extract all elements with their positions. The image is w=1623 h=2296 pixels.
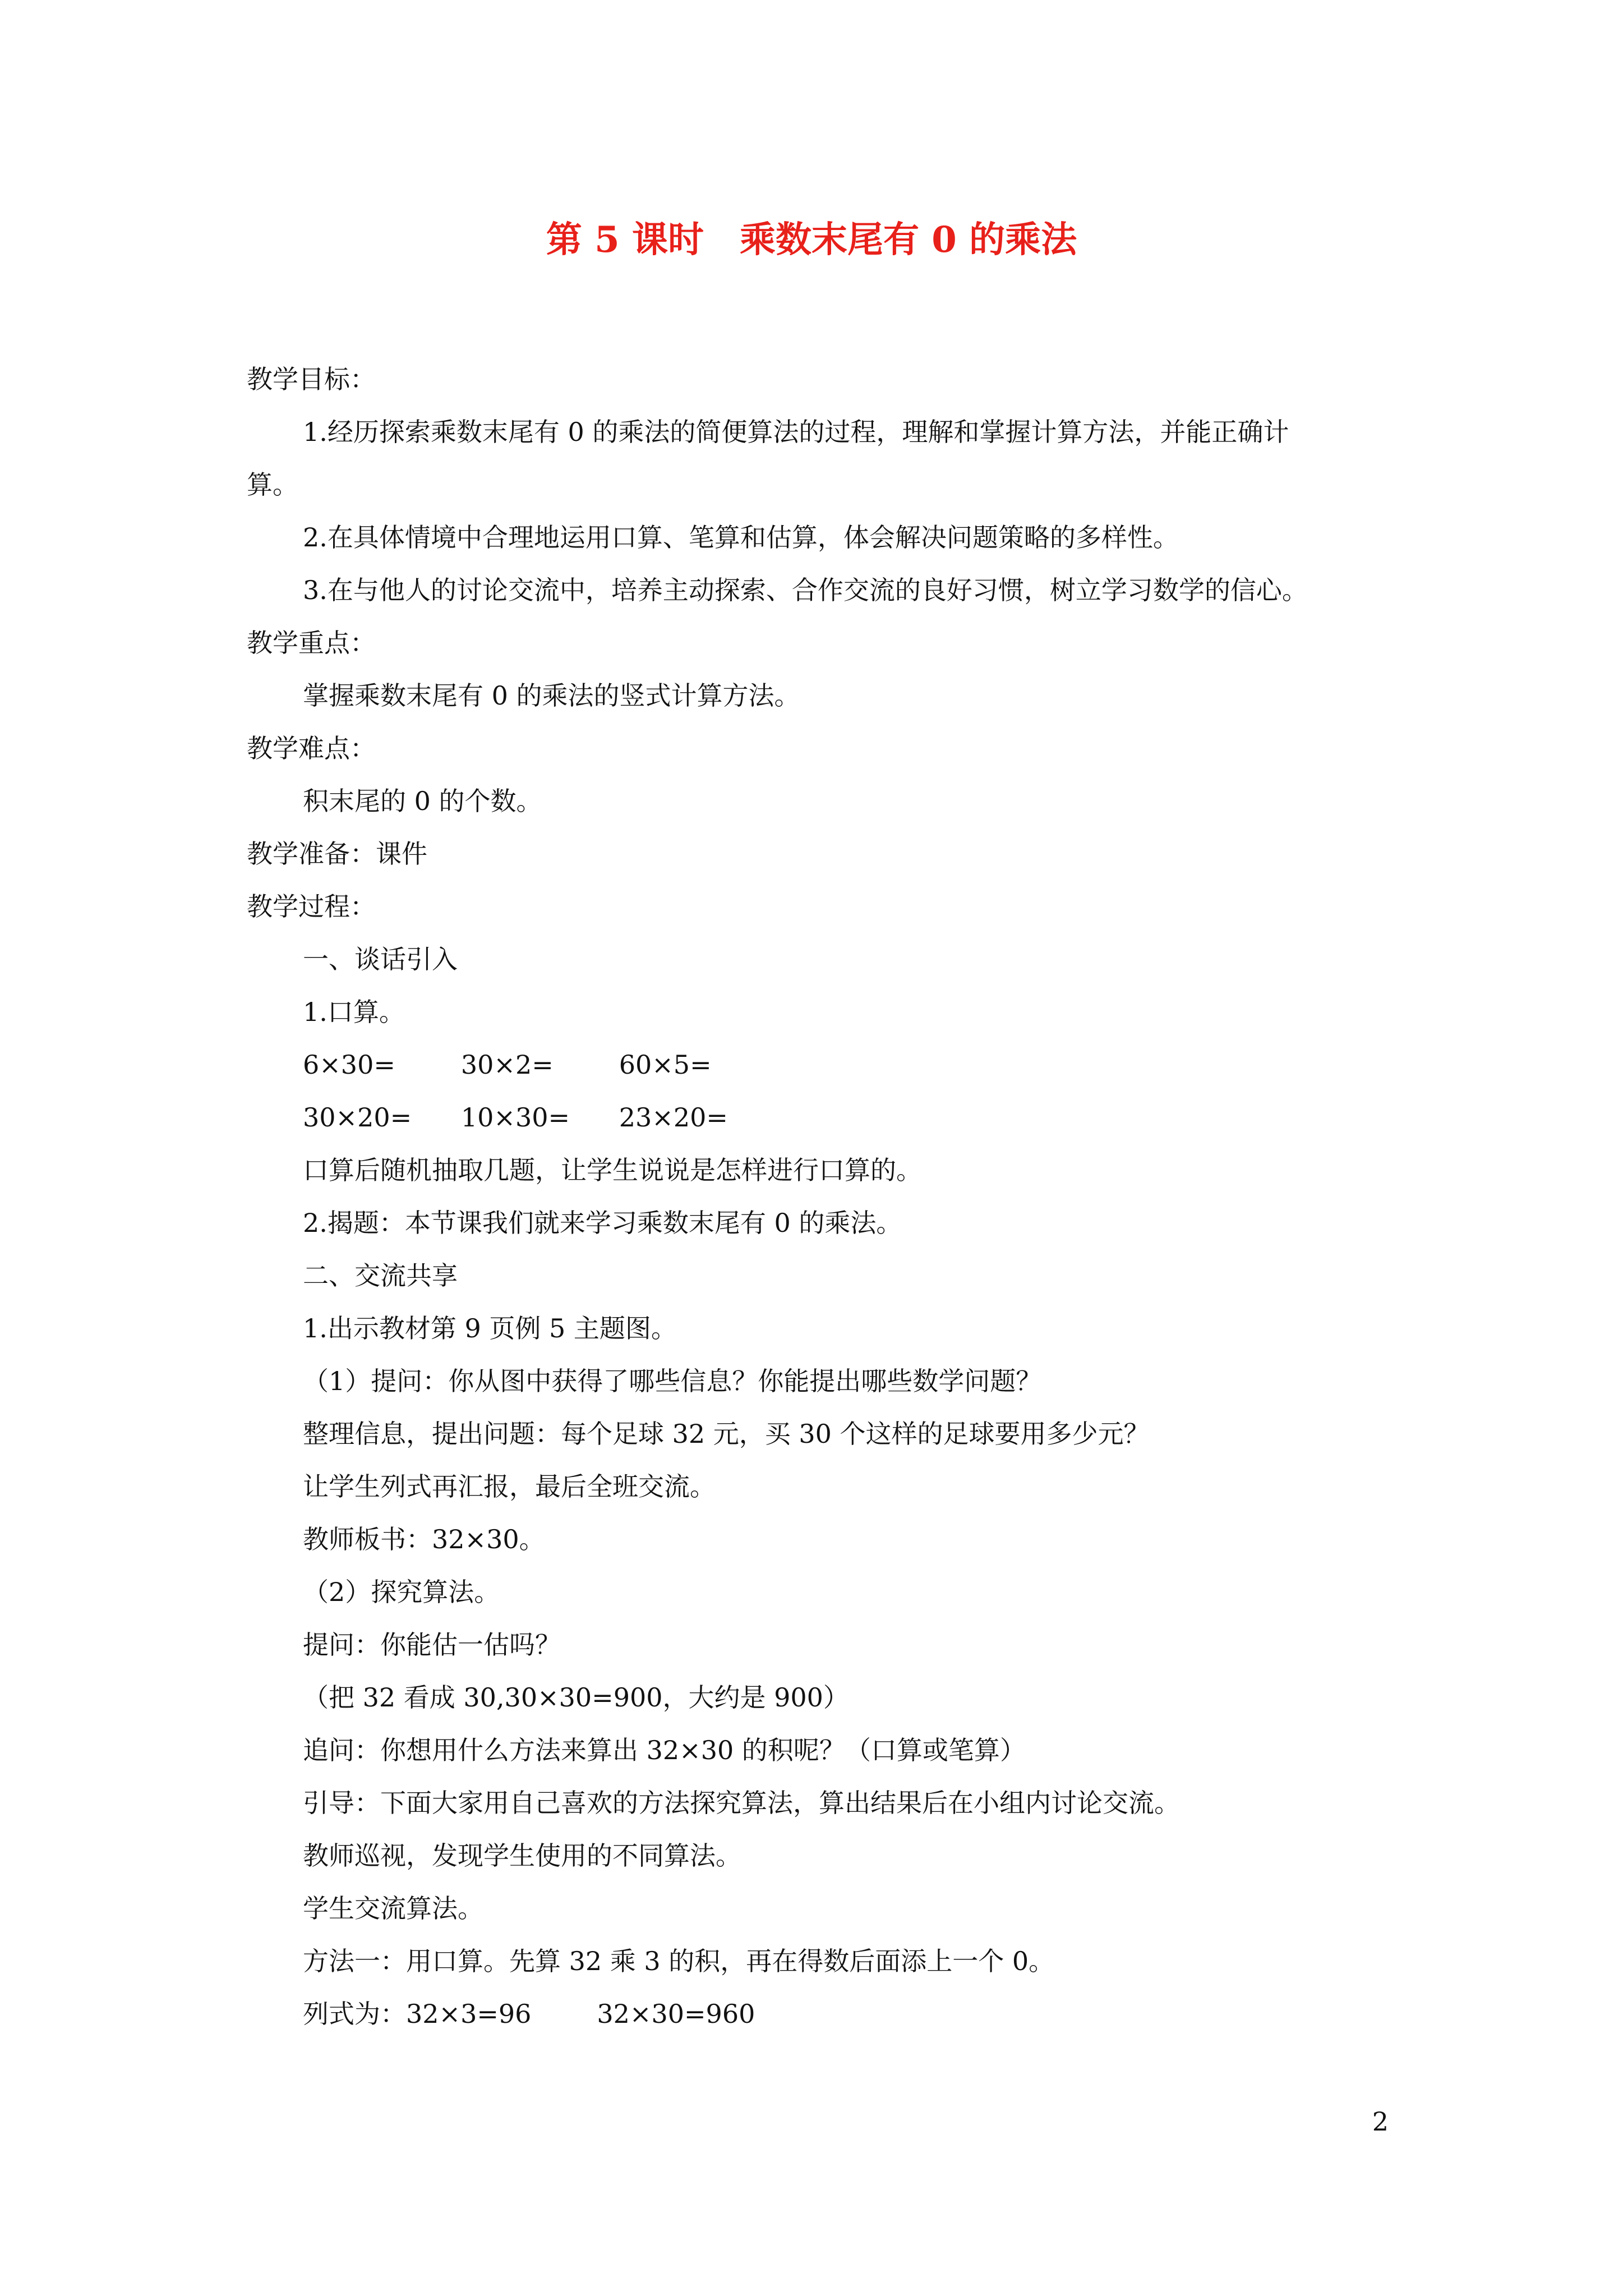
topic-reveal: 2.揭题：本节课我们就来学习乘数末尾有 0 的乘法。 [303,1208,902,1238]
followup-question-line: 追问：你想用什么方法来算出 32×30 的积呢？（口算或笔算） [303,1735,1026,1765]
teaching-preparation: 教学准备：课件 [247,839,427,869]
page-number: 2 [1372,2106,1389,2137]
guidance-line: 引导：下面大家用自己喜欢的方法探究算法，算出结果后在小组内讨论交流。 [303,1788,1180,1818]
objective-1-line-1: 1.经历探索乘数末尾有 0 的乘法的简便算法的过程，理解和掌握计算方法，并能正确计 [303,417,1289,447]
teacher-patrol-line: 教师巡视，发现学生使用的不同算法。 [303,1841,741,1871]
equation-line: 列式为：32×3=96 32×30=960 [303,1999,755,2029]
objective-1-line-2: 算。 [247,470,298,500]
objective-2: 2.在具体情境中合理地运用口算、笔算和估算，体会解决问题策略的多样性。 [303,522,1179,553]
student-exchange-line: 学生交流算法。 [303,1893,483,1924]
method-one-line: 方法一：用口算。先算 32 乘 3 的积，再在得数后面添上一个 0。 [303,1946,1055,1976]
board-writing-line: 教师板书：32×30。 [303,1524,545,1554]
show-example-line: 1.出示教材第 9 页例 5 主题图。 [303,1313,677,1343]
part-2-heading: 二、交流共享 [303,1260,458,1291]
question-line: （1）提问：你从图中获得了哪些信息？你能提出哪些数学问题？ [303,1366,1042,1396]
lesson-title: 第 5 课时 乘数末尾有 0 的乘法 [546,219,1077,261]
student-report-line: 让学生列式再汇报，最后全班交流。 [303,1471,716,1502]
explore-algorithm-line: （2）探究算法。 [303,1577,500,1607]
mental-math-row-2: 30×20= 10×30= 23×20= [303,1102,728,1133]
part-1-heading: 一、谈话引入 [303,944,458,974]
mental-math-followup: 口算后随机抽取几题，让学生说说是怎样进行口算的。 [303,1155,922,1185]
mental-math-row-1: 6×30= 30×2= 60×5= [303,1050,712,1080]
organize-info-line: 整理信息，提出问题：每个足球 32 元，买 30 个这样的足球要用多少元？ [303,1419,1150,1449]
estimate-answer-line: （把 32 看成 30,30×30=900，大约是 900） [303,1682,849,1713]
key-point-text: 掌握乘数末尾有 0 的乘法的竖式计算方法。 [303,680,800,711]
objective-3: 3.在与他人的讨论交流中，培养主动探索、合作交流的良好习惯，树立学习数学的信心。 [303,575,1308,605]
section-heading-difficulties: 教学难点： [247,733,376,763]
estimate-question-line: 提问：你能估一估吗？ [303,1630,561,1660]
section-heading-objectives: 教学目标： [247,364,376,394]
difficulty-text: 积末尾的 0 的个数。 [303,786,542,816]
section-heading-process: 教学过程： [247,891,376,922]
mental-math-label: 1.口算。 [303,997,405,1027]
section-heading-key-points: 教学重点： [247,628,376,658]
